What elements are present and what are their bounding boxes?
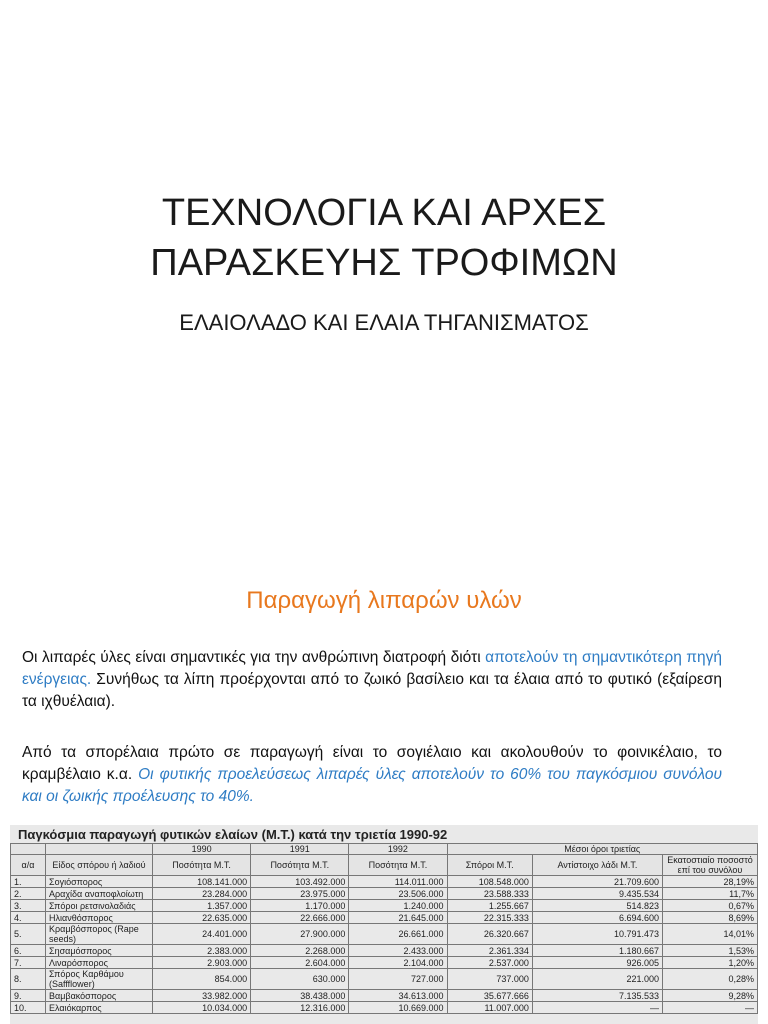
cell-crop-name: Λιναρόσπορος [46, 957, 153, 969]
cell-qty-1990: 2.903.000 [153, 957, 251, 969]
header-blank-aa [11, 844, 46, 855]
cell-qty-1990: 108.141.000 [153, 876, 251, 888]
cell-avg-seeds: 11.007.000 [447, 1002, 532, 1014]
header-pct: Εκατοστιαίο ποσοστό επί του συνόλου [663, 855, 758, 876]
cell-avg-oil: 7.135.533 [532, 990, 662, 1002]
cell-crop-name: Βαμβακόσπορος [46, 990, 153, 1002]
cell-qty-1990: 1.357.000 [153, 900, 251, 912]
title-line-1: ΤΕΧΝΟΛΟΓΙΑ ΚΑΙ ΑΡΧΕΣ [161, 192, 607, 234]
table-row [11, 924, 758, 945]
paragraph-2-highlight: Οι φυτικής προελεύσεως λιπαρές ύλες αποτελούν το 60% του παγκόσμιου συνόλου και οι ζωικής προέλευσης το 40%. [22, 766, 723, 805]
header-oil: Αντίστοιχο λάδι Μ.Τ. [532, 855, 662, 876]
cell-avg-seeds: 2.361.334 [447, 945, 532, 957]
cell-qty-1990: 22.635.000 [153, 912, 251, 924]
cell-qty-1992: 2.104.000 [349, 957, 447, 969]
header-average: Μέσοι όροι τριετίας [447, 844, 757, 855]
header-year-1992: 1992 [349, 844, 447, 855]
cell-row-number: 5. [11, 924, 46, 945]
cell-avg-oil: 514.823 [532, 900, 662, 912]
title-line-2: ΠΑΡΑΣΚΕΥΗΣ ΤΡΟΦΙΜΩΝ [150, 242, 618, 284]
cell-qty-1992: 34.613.000 [349, 990, 447, 1002]
cell-crop-name: Κραμβόσπορος (Rape seeds) [46, 924, 153, 945]
cell-avg-seeds: 1.255.667 [447, 900, 532, 912]
cell-avg-seeds: 737.000 [447, 969, 532, 990]
cell-avg-pct: — [663, 1002, 758, 1014]
cell-qty-1991: 1.170.000 [251, 900, 349, 912]
cell-qty-1991: 2.268.000 [251, 945, 349, 957]
table-caption: Παγκόσμια παραγωγή φυτικών ελαίων (Μ.Τ.) κατά την τριετία 1990-92 [18, 827, 448, 842]
cell-qty-1992: 21.645.000 [349, 912, 447, 924]
cell-crop-name: Ηλιανθόσπορος [46, 912, 153, 924]
table-row [11, 969, 758, 990]
cell-avg-seeds: 2.537.000 [447, 957, 532, 969]
cell-crop-name: Ελαιόκαρπος [46, 1002, 153, 1014]
production-table [10, 843, 758, 1014]
cell-row-number: 10. [11, 1002, 46, 1014]
cell-avg-pct: 1,53% [663, 945, 758, 957]
table-row [11, 990, 758, 1002]
table-row [11, 912, 758, 924]
table-row [11, 945, 758, 957]
header-seeds: Σπόροι Μ.Τ. [447, 855, 532, 876]
cell-row-number: 9. [11, 990, 46, 1002]
cell-qty-1992: 10.669.000 [349, 1002, 447, 1014]
cell-avg-pct: 14,01% [663, 924, 758, 945]
header-qty-1992: Ποσότητα Μ.Τ. [349, 855, 447, 876]
cell-qty-1992: 1.240.000 [349, 900, 447, 912]
paragraph-1 [22, 647, 722, 713]
cell-avg-pct: 8,69% [663, 912, 758, 924]
table-row [11, 900, 758, 912]
header-year-1991: 1991 [251, 844, 349, 855]
cell-qty-1991: 103.492.000 [251, 876, 349, 888]
content-slide [0, 575, 768, 1024]
header-aa: α/α [11, 855, 46, 876]
cell-qty-1992: 2.433.000 [349, 945, 447, 957]
table-row [11, 876, 758, 888]
production-table-image [10, 825, 758, 1024]
cell-qty-1991: 23.975.000 [251, 888, 349, 900]
header-blank-kind [46, 844, 153, 855]
cell-qty-1991: 27.900.000 [251, 924, 349, 945]
cell-qty-1992: 114.011.000 [349, 876, 447, 888]
cell-qty-1990: 24.401.000 [153, 924, 251, 945]
cell-avg-pct: 11,7% [663, 888, 758, 900]
cell-qty-1992: 23.506.000 [349, 888, 447, 900]
cell-row-number: 7. [11, 957, 46, 969]
paragraph-2 [22, 742, 722, 808]
cell-qty-1992: 26.661.000 [349, 924, 447, 945]
cell-avg-pct: 0,67% [663, 900, 758, 912]
table-row [11, 1002, 758, 1014]
header-qty-1990: Ποσότητα Μ.Τ. [153, 855, 251, 876]
cell-crop-name: Σπόρος Καρθάμου (Saffflower) [46, 969, 153, 990]
cell-qty-1990: 854.000 [153, 969, 251, 990]
paragraph-2-text-a: Από τα σπορέλαια πρώτο σε παραγωγή είναι το σογιέλαιο και ακολουθούν το φοινικέλαιο, το κραμβέλαιο κ.α. [22, 744, 722, 783]
cell-avg-seeds: 26.320.667 [447, 924, 532, 945]
cell-qty-1990: 2.383.000 [153, 945, 251, 957]
cell-qty-1990: 10.034.000 [153, 1002, 251, 1014]
cell-avg-pct: 28,19% [663, 876, 758, 888]
table-row [11, 957, 758, 969]
cell-avg-pct: 0,28% [663, 969, 758, 990]
cell-avg-oil: 6.694.600 [532, 912, 662, 924]
paragraph-1-text-b: Συνήθως τα λίπη προέρχονται από το ζωικό βασίλειο και τα έλαια από το φυτικό (εξαίρεση τα ιχθυέλαια). [22, 671, 722, 710]
header-qty-1991: Ποσότητα Μ.Τ. [251, 855, 349, 876]
cell-avg-oil: 9.435.534 [532, 888, 662, 900]
cell-row-number: 3. [11, 900, 46, 912]
cell-qty-1991: 630.000 [251, 969, 349, 990]
cell-avg-seeds: 108.548.000 [447, 876, 532, 888]
paragraph-1-text-a: Οι λιπαρές ύλες είναι σημαντικές για την ανθρώπινη διατροφή διότι [22, 649, 486, 666]
cell-qty-1990: 33.982.000 [153, 990, 251, 1002]
table-row [11, 888, 758, 900]
cell-qty-1991: 12.316.000 [251, 1002, 349, 1014]
cell-crop-name: Σπόροι ρετσινολαδιάς [46, 900, 153, 912]
cell-avg-pct: 9,28% [663, 990, 758, 1002]
cell-crop-name: Σησαμόσπορος [46, 945, 153, 957]
cell-row-number: 8. [11, 969, 46, 990]
cell-crop-name: Σογιόσπορος [46, 876, 153, 888]
paragraph-1-highlight: αποτελούν τη σημαντικότερη πηγή ενέργειας. [22, 649, 722, 688]
cell-avg-seeds: 35.677.666 [447, 990, 532, 1002]
header-kind: Είδος σπόρου ή λαδιού [46, 855, 153, 876]
cell-avg-oil: 10.791.473 [532, 924, 662, 945]
header-year-1990: 1990 [153, 844, 251, 855]
cell-qty-1991: 22.666.000 [251, 912, 349, 924]
cell-row-number: 1. [11, 876, 46, 888]
cell-avg-oil: 221.000 [532, 969, 662, 990]
cell-avg-pct: 1,20% [663, 957, 758, 969]
cell-qty-1992: 727.000 [349, 969, 447, 990]
cell-avg-oil: 1.180.667 [532, 945, 662, 957]
cell-avg-seeds: 22.315.333 [447, 912, 532, 924]
cell-avg-oil: 926.005 [532, 957, 662, 969]
cell-crop-name: Αραχίδα αναποφλοίωτη [46, 888, 153, 900]
slide-subtitle: ΕΛΑΙΟΛΑΔΟ ΚΑΙ ΕΛΑΙΑ ΤΗΓΑΝΙΣΜΑΤΟΣ [179, 310, 589, 335]
cell-avg-oil: 21.709.600 [532, 876, 662, 888]
cell-avg-oil: — [532, 1002, 662, 1014]
table-body [11, 876, 758, 1014]
cell-avg-seeds: 23.588.333 [447, 888, 532, 900]
cell-qty-1991: 38.438.000 [251, 990, 349, 1002]
cell-row-number: 6. [11, 945, 46, 957]
section-heading: Παραγωγή λιπαρών υλών [246, 587, 522, 614]
cell-row-number: 4. [11, 912, 46, 924]
slide-title [0, 188, 768, 288]
cell-row-number: 2. [11, 888, 46, 900]
cell-qty-1990: 23.284.000 [153, 888, 251, 900]
cell-qty-1991: 2.604.000 [251, 957, 349, 969]
